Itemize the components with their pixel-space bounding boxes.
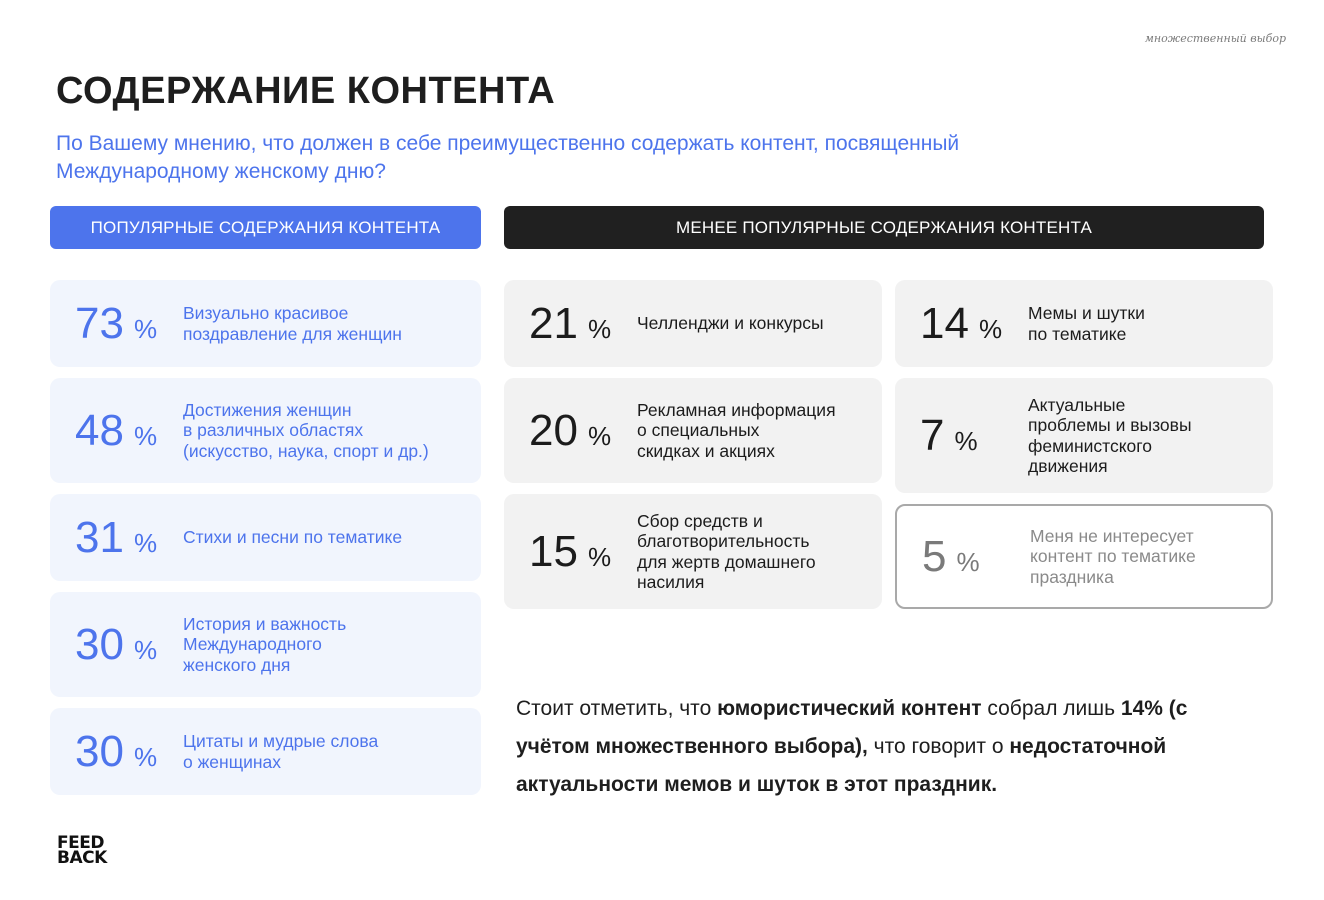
page-title: СОДЕРЖАНИЕ КОНТЕНТА	[56, 70, 556, 112]
survey-question: По Вашему мнению, что должен в себе преимущественно содержать контент, посвященный Международному женскому дню?	[56, 132, 960, 183]
content-label: Мемы и шутки по тематике	[1028, 303, 1145, 344]
content-label: Цитаты и мудрые слова о женщинах	[183, 731, 379, 772]
content-label: Челленджи и конкурсы	[637, 313, 824, 334]
less-popular-header: МЕНЕЕ ПОПУЛЯРНЫЕ СОДЕРЖАНИЯ КОНТЕНТА	[504, 206, 1264, 249]
content-label: История и важность Международного женского дня	[183, 613, 347, 675]
percent-value: 14 %	[920, 298, 1003, 348]
popular-card-5	[50, 708, 481, 795]
content-label: Актуальные проблемы и вызовы феминистского движения	[1028, 394, 1192, 476]
percent-value: 30 %	[75, 619, 158, 669]
content-label: Меня не интересует контент по тематике праздника	[1030, 525, 1196, 587]
less-card-1	[504, 280, 882, 367]
less-card-2	[504, 378, 882, 483]
less-card-6	[895, 504, 1273, 609]
feedback-logo: FEED BACK	[57, 833, 107, 868]
percent-value: 20 %	[529, 405, 612, 455]
popular-card-1	[50, 280, 481, 367]
percent-value: 31 %	[75, 512, 158, 562]
percent-value: 21 %	[529, 298, 612, 348]
percent-value: 5 %	[922, 531, 980, 581]
popular-card-2	[50, 378, 481, 483]
less-card-4	[895, 280, 1273, 367]
content-label: Стихи и песни по тематике	[183, 527, 403, 548]
popular-header: ПОПУЛЯРНЫЕ СОДЕРЖАНИЯ КОНТЕНТА	[50, 206, 481, 249]
less-card-5	[895, 378, 1273, 493]
content-label: Визуально красивое поздравление для женщин	[183, 303, 402, 344]
percent-value: 48 %	[75, 405, 158, 455]
percent-value: 15 %	[529, 526, 612, 576]
multiple-choice-tag: множественный выбор	[1144, 32, 1286, 45]
percent-value: 73 %	[75, 298, 158, 348]
content-label: Сбор средств и благотворительность для жертв домашнего насилия	[637, 510, 816, 592]
less-card-3	[504, 494, 882, 609]
popular-card-4	[50, 592, 481, 697]
percent-value: 30 %	[75, 726, 158, 776]
popular-card-3	[50, 494, 481, 581]
content-label: Достижения женщин в различных областях (искусство, наука, спорт и др.)	[183, 399, 429, 461]
content-label: Рекламная информация о специальных скидках и акциях	[637, 399, 836, 461]
percent-value: 7 %	[920, 410, 978, 460]
conclusion-note: Стоит отметить, что юмористический контент собрал лишь 14% (с учётом множественного выбора), что говорит о недостаточной актуальности мемов и шуток в этот праздник.	[516, 697, 1188, 796]
